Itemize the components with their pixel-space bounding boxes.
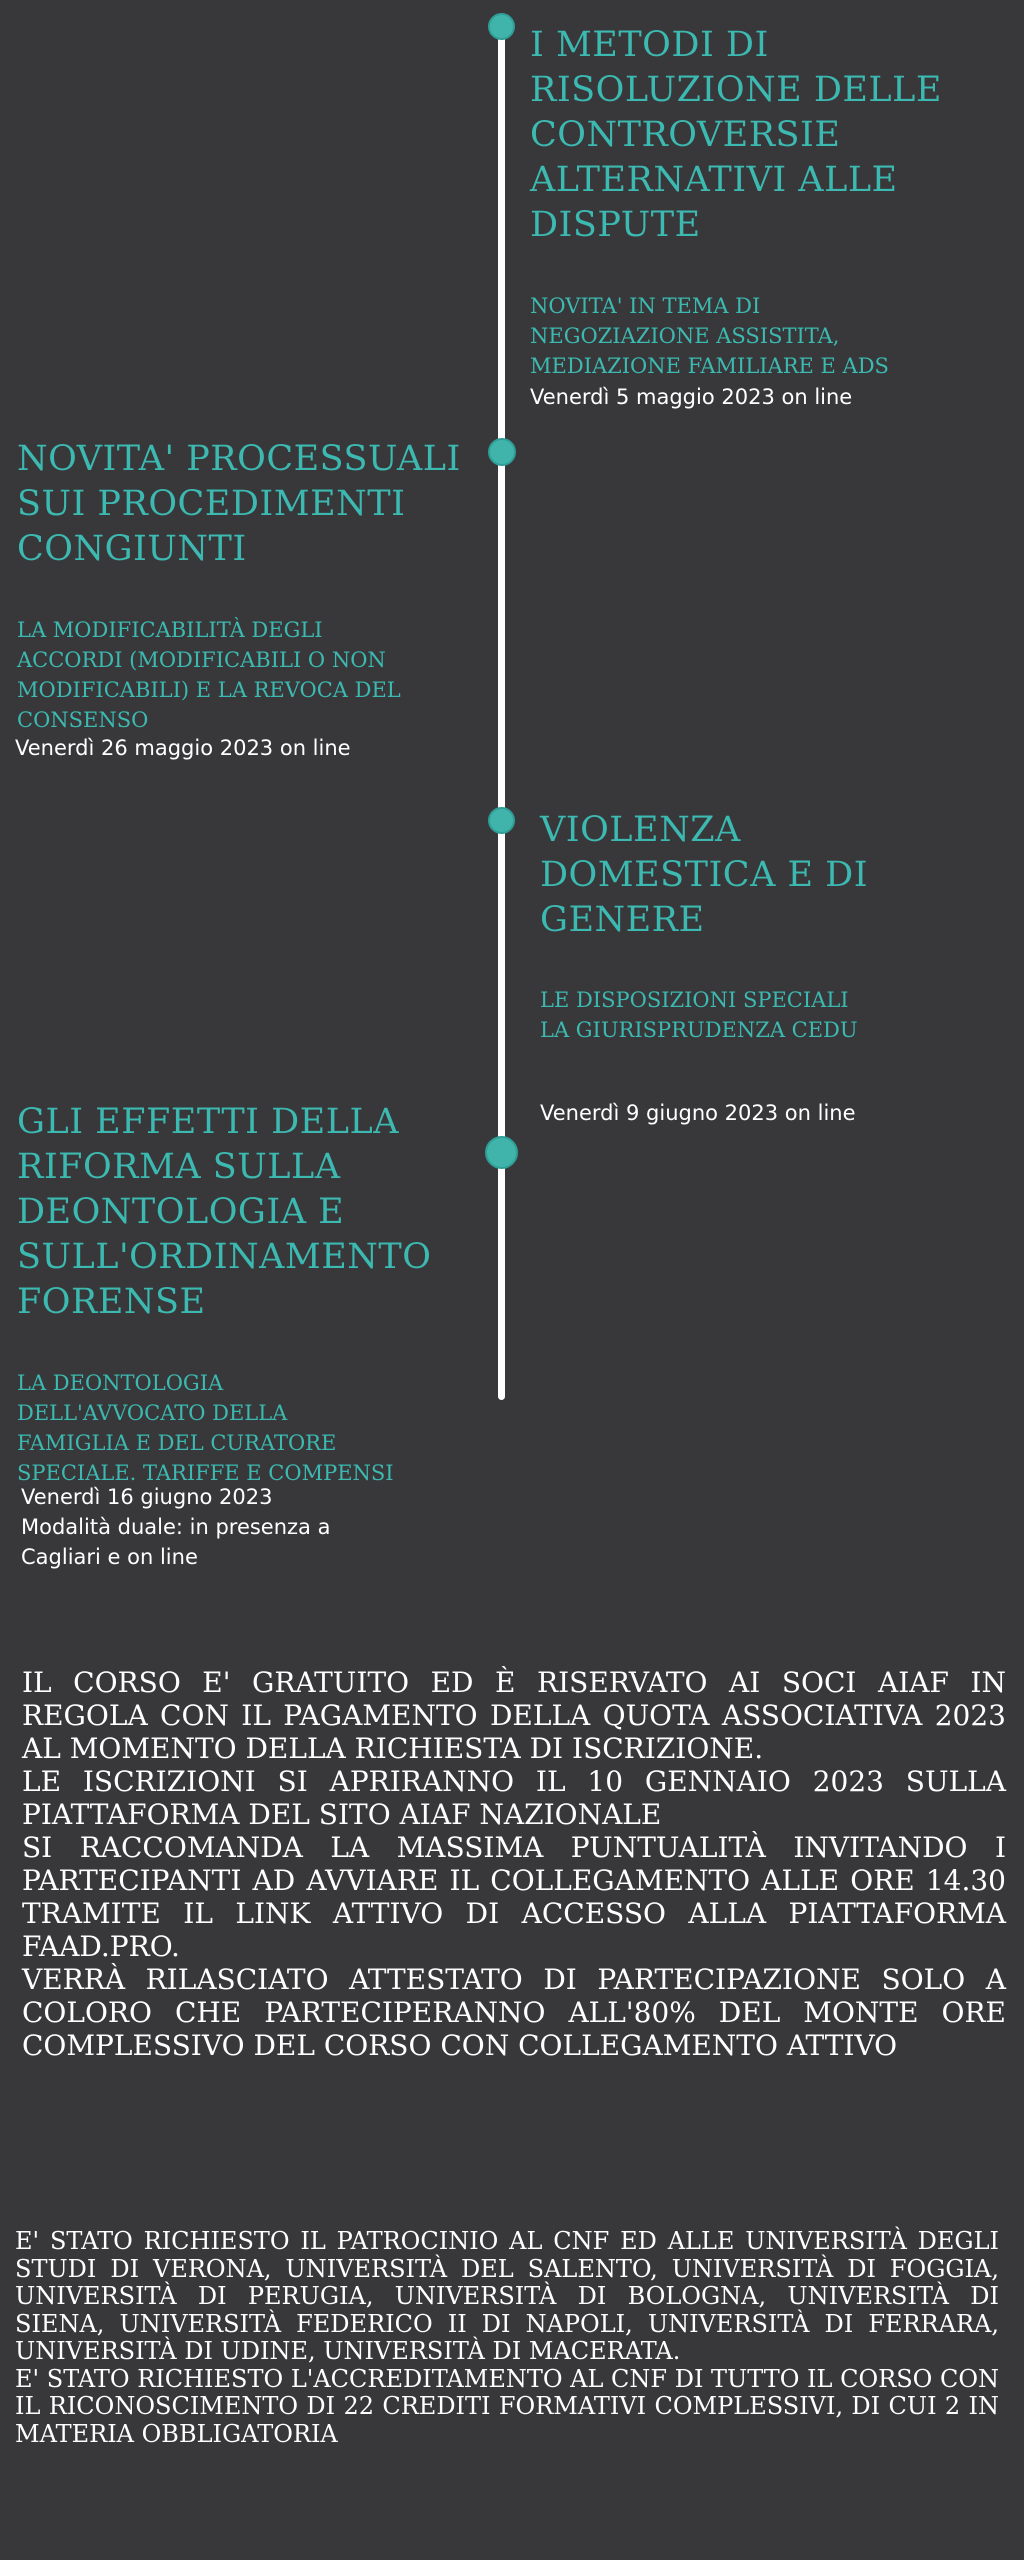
timeline-dot-4 [485, 1136, 518, 1169]
event-4-title: GLI EFFETTI DELLA RIFORMA SULLA DEONTOLOGIA E SULL'ORDINAMENTO FORENSE [17, 1102, 432, 1322]
event-2-subtitle: LA MODIFICABILITÀ DEGLI ACCORDI (MODIFICABILI O NON MODIFICABILI) E LA REVOCA DEL CONSENSO [17, 618, 401, 732]
timeline-dot-2 [488, 438, 516, 466]
info-paragraph-free-course: IL CORSO E' GRATUITO ED È RISERVATO AI SOCI AIAF IN REGOLA CON IL PAGAMENTO DELLA QUOTA ASSOCIATIVA 2023 AL MOMENTO DELLA RICHIESTA DI ISCRIZIONE. [22, 1666, 1006, 1765]
event-1-subtitle: NOVITA' IN TEMA DI NEGOZIAZIONE ASSISTITA, MEDIAZIONE FAMILIARE E ADS [530, 294, 889, 378]
patronage-paragraph-universities: E' STATO RICHIESTO IL PATROCINIO AL CNF ED ALLE UNIVERSITÀ DEGLI STUDI DI VERONA, UNIVERSITÀ DEL SALENTO, UNIVERSITÀ DI FOGGIA, UNIVERSITÀ DI PERUGIA, UNIVERSITÀ DI BOLOGNA, UNIVERSITÀ DI SIENA, UNIVERSITÀ FEDERICO II DI NAPOLI, UNIVERSITÀ DI FERRARA, UNIVERSITÀ DI UDINE, UNIVERSITÀ DI MACERATA. [15, 2227, 999, 2365]
info-paragraph-certificate: VERRÀ RILASCIATO ATTESTATO DI PARTECIPAZIONE SOLO A COLORO CHE PARTECIPERANNO ALL'80% DEL MONTE ORE COMPLESSIVO DEL CORSO CON COLLEGAMENTO ATTIVO [22, 1963, 1006, 2062]
event-4-subtitle: LA DEONTOLOGIA DELL'AVVOCATO DELLA FAMIGLIA E DEL CURATORE SPECIALE. TARIFFE E COMPENSI [17, 1371, 394, 1485]
timeline-dot-3 [488, 807, 515, 834]
event-2-title: NOVITA' PROCESSUALI SUI PROCEDIMENTI CONGIUNTI [17, 439, 461, 569]
info-paragraph-registration: LE ISCRIZIONI SI APRIRANNO IL 10 GENNAIO 2023 SULLA PIATTAFORMA DEL SITO AIAF NAZIONALE [22, 1765, 1006, 1831]
event-4-date: Venerdì 16 giugno 2023 Modalità duale: in presenza a Cagliari e on line [21, 1485, 331, 1569]
event-3-subtitle: LE DISPOSIZIONI SPECIALI LA GIURISPRUDENZA CEDU [540, 988, 858, 1042]
event-1-title: I METODI DI RISOLUZIONE DELLE CONTROVERSIE ALTERNATIVI ALLE DISPUTE [530, 25, 942, 245]
event-3-date: Venerdì 9 giugno 2023 on line [540, 1101, 856, 1125]
event-1-date: Venerdì 5 maggio 2023 on line [530, 385, 853, 409]
patronage-paragraph-credits: E' STATO RICHIESTO L'ACCREDITAMENTO AL CNF DI TUTTO IL CORSO CON IL RICONOSCIMENTO DI 22 CREDITI FORMATIVI COMPLESSIVI, DI CUI 2 IN MATERIA OBBLIGATORIA [15, 2364, 999, 2448]
event-3-title: VIOLENZA DOMESTICA E DI GENERE [540, 810, 869, 940]
timeline-dot-1 [488, 13, 515, 40]
patronage-info [15, 2228, 999, 2448]
timeline-line [498, 22, 505, 1400]
info-paragraph-punctuality: SI RACCOMANDA LA MASSIMA PUNTUALITÀ INVITANDO I PARTECIPANTI AD AVVIARE IL COLLEGAMENTO ALLE ORE 14.30 TRAMITE IL LINK ATTIVO DI ACCESSO ALLA PIATTAFORMA FAAD.PRO. [22, 1831, 1006, 1963]
course-info [22, 1666, 1006, 2062]
event-2-date: Venerdì 26 maggio 2023 on line [15, 736, 351, 760]
